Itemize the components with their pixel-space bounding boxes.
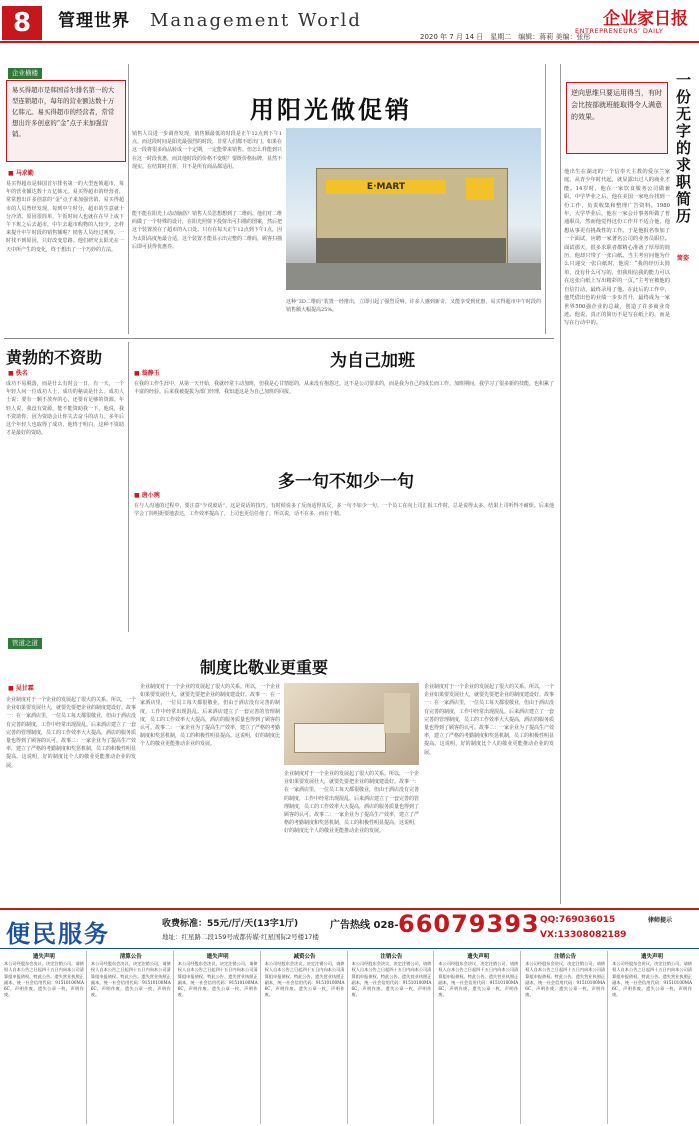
- masthead-rule: [0, 41, 699, 43]
- row2-top-rule: [4, 338, 554, 339]
- col-rule-1: [128, 64, 129, 334]
- hotel-lamp: [384, 693, 410, 733]
- store-sign: E·MART: [326, 180, 446, 194]
- ad-column-body: 本公司经股东会决议，决定注销公司，请债权人自本公告之日起四十五日内向本公司清算组申报债权。特此公告。遗失营业执照正副本，统一社会信用代码：91510100MA6C，声明作废。遗失公章一枚，声明作废。: [612, 961, 692, 998]
- ad-column-body: 本公司经股东会决议，决定注销公司，请债权人自本公告之日起四十五日内向本公司清算组申报债权。特此公告。遗失营业执照正副本，统一社会信用代码：91510100MA6C，声明作废。遗失公章一枚，声明作废。: [90, 961, 171, 998]
- ads-phone-label: 广告热线 028-: [330, 920, 399, 931]
- sidebar-body: 他出生在湖北的一个信奉天主教的爱尔兰家庭，从青少年时代起，就显露出过人的商业才能。14岁时，他在一家饮食服务公司做兼职，中学毕业之后，他在美国一家电台找到一份工作，负责收集和整理广告资料。1980年，大学毕业后，他在一家会计事务所做了普通职员，然而他觉得这份工作并不适合他，他想从事更有挑战性的工作。于是他报名参加了一个面试，应聘一家著名公司的业务员职位。面试那天，很多求职者都精心准备了厚厚的简历，他却只带了一张白纸。当主考官问他为什么只递交一张白纸时，他说：“我的经历太简单，没有什么可写的，但我相信我的能力可以在这张白纸上写出精彩的一页。”主考官被他的自信打动，最终录用了他。在此后的工作中，他凭借出色的业绩一步步晋升，最终成为一家世界500强企业的总裁，创造了许多商业奇迹。他说，真正的简历不是写在纸上的，而是写在行动中的。: [564, 169, 670, 327]
- row3-headline: 制度比敬业更重要: [200, 658, 329, 677]
- col-rule-4: [128, 342, 129, 632]
- ad-column-body: 本公司经股东会决议，决定注销公司，请债权人自本公告之日起四十五日内向本公司清算组申报债权。特此公告。遗失营业执照正副本，统一社会信用代码：91510100MA6C，声明作废。遗失公章一枚，声明作废。: [438, 961, 519, 998]
- article2-headline: 为自己加班: [330, 351, 415, 371]
- article3-byline: ■ 唐小琬: [134, 492, 160, 499]
- row3-body-3: 企业制度对于一个企业的发展起了很大的关系。所以，一个企业如果要发展壮大，就要先要把企业的制度建设好。故事一：在一家酒店里，一位员工每天都很敬业，但由于酒店没有完善的制度，工作中经常出现混乱。后来酒店建立了一套完善的管理制度，员工的工作效率大大提高，酒店的服务质量也得到了顾客的认可。故事二：一家企业为了提高生产效率，建立了严格的考勤制度和奖惩机制，员工的积极性明显提高。这说明，好的制度比个人的敬业更能推动企业的发展。: [284, 771, 419, 835]
- section-title-en: Management World: [150, 10, 362, 31]
- main-body-left: 销售人员进一步调查发现，销售额最低的时段是正午12点到下午1点。而这段时间是阳光最强烈的时段，非常人们都不愿出门。如果在这一段将很多商品转成一个定期，一定能带来销售。但怎么样能到只在这一时段优惠，而其他时段的价格不变呢？要既价格标牌，显然不现实。在结算时打折，并不是所有商品都适用。: [132, 131, 282, 170]
- col-rule-3: [560, 64, 561, 904]
- article1-headline: 黄勃的不资助: [6, 348, 103, 367]
- row3-body-4: 企业制度对于一个企业的发展起了很大的关系。所以，一个企业如果要发展壮大，就要先要把企业的制度建设好。故事一：在一家酒店里，一位员工每天都很敬业，但由于酒店没有完善的制度，工作中经常出现混乱。后来酒店建立了一套完善的管理制度，员工的工作效率大大提高，酒店的服务质量也得到了顾客的认可。故事二：一家企业为了提高生产效率，建立了严格的考勤制度和奖惩机制，员工的积极性明显提高。这说明，好的制度比个人的敬业更能推动企业的发展。: [424, 684, 554, 756]
- row3-tag: 管道之道: [8, 638, 42, 649]
- ad-column-head: 遗失声明: [641, 954, 664, 960]
- paper-name-en: ENTREPRENEURS' DAILY: [575, 27, 664, 35]
- row3-byline: ■ 吴甘霖: [8, 685, 34, 692]
- ads-title: 便民服务: [6, 919, 110, 948]
- ad-column: [263, 951, 348, 1124]
- ad-column: [436, 951, 521, 1124]
- ads-notice-label: 律师提示: [648, 917, 673, 924]
- dateline: 2020 年 7 月 14 日 星期二 编辑：蒋莉 美编：张彤: [420, 33, 591, 41]
- hotel-photo: [284, 683, 419, 765]
- store-photo: [286, 128, 541, 290]
- ads-phone: 66079393: [398, 910, 540, 938]
- store-street: [286, 263, 541, 290]
- left-byline-name: 马求勤: [15, 170, 34, 177]
- ad-column-body: 本公司经股东会决议，决定注销公司，请债权人自本公告之日起四十五日内向本公司清算组申报债权。特此公告。遗失营业执照正副本，统一社会信用代码：91510100MA6C，声明作废。遗失公章一枚，声明作废。: [525, 961, 606, 998]
- article1-body: 成功不易脱落，而是什么有时会一日，有一天，一个年轻人问一位成功人士，成功的秘诀是什么。成功人士说：要有一颗不放弃的心，还要有足够的资源。年轻人说，我没有资源，能不能资助我一下。他说，我不资助你，因为资助会让你失去奋斗的动力。多年后这个年轻人也取得了成功，他终于明白，这种不资助才是最好的资助。: [6, 381, 124, 437]
- left-body: 易买得超市是韩国首尔排名第一的大型连锁超市，每年的营业额达数十万亿韩元。易买得超市的经营者，常常想出许多创意的“金”点子来加强营销。易买得超市的人员曾经发现，每到中午时分，超市的生意就十分冷清。原因很简单，午饭时间人也就在在早上或下午下班之后去超市，中午去超市购物的人较少。怎样来提升中午时段的销售额呢？销售人员经过观察，一时找不到原因，只好改变思路。他们研究太阳光在一天中所产生的变化，终于想出了一个巧妙的方法。: [6, 181, 124, 253]
- ad-column-body: 本公司经股东会决议，决定注销公司，请债权人自本公告之日起四十五日内向本公司清算组申报债权。特此公告。遗失营业执照正副本，统一社会信用代码：91510100MA6C，声明作废。遗失公章一枚，声明作废。: [351, 961, 432, 998]
- row3-body-1: 企业制度对于一个企业的发展起了很大的关系。所以，一个企业如果要发展壮大，就要先要把企业的制度建设好。故事一：在一家酒店里，一位员工每天都很敬业，但由于酒店没有完善的制度，工作中经常出现混乱。后来酒店建立了一套完善的管理制度，员工的工作效率大大提高，酒店的服务质量也得到了顾客的认可。故事二：一家企业为了提高生产效率，建立了严格的考勤制度和奖惩机制，员工的积极性明显提高。这说明，好的制度比个人的敬业更能推动企业的发展。: [6, 697, 136, 769]
- ad-column-head: 遗失声明: [206, 954, 229, 960]
- intro-text: 易买得超市是韩国首尔排名第一的大型连锁超市，每年的营业额达数十万亿韩元。易买得超市的经营者，常常想出许多创意的“金”点子来加强营销。: [12, 86, 115, 138]
- article1-byline-name: 佚名: [15, 370, 28, 377]
- intro-box: [6, 80, 126, 162]
- ad-column: [176, 951, 261, 1124]
- left-byline: ■ 马求勤: [8, 170, 34, 177]
- article2-byline-name: 翁静玉: [141, 370, 160, 377]
- ads-top-rule: [0, 908, 699, 910]
- ad-column-head: 注销公告: [554, 954, 577, 960]
- ads-price: 收费标准：55元/厅/天(13字1厅): [162, 919, 299, 929]
- ads-address: 地址：红星路二段159号成都传媒·红星国际2号楼17楼: [162, 933, 319, 941]
- sidebar-blurb-box: [566, 82, 668, 154]
- ads-header: [0, 912, 699, 948]
- ad-column-head: 减资公告: [293, 954, 316, 960]
- ads-header-rule: [0, 948, 699, 949]
- sidebar-blurb: 逆向思维只要运用得当，有时会比按部就班能取得令人满意的效果。: [571, 89, 662, 121]
- ads-vx: VX:13308082189: [540, 930, 627, 940]
- ad-column: [523, 951, 608, 1124]
- ad-column: [350, 951, 435, 1124]
- sidebar-headline: 一份无字的求职简历: [676, 71, 692, 225]
- ads-grid: [2, 951, 697, 1124]
- photo-caption: 这种“3D二维码”装置一经推出，立即引起了强烈反响。许多人感到新奇，又能享受到优惠，易买得超市中午时段的销售额大幅提高25%。: [286, 299, 541, 314]
- article3-body: 在与人沟通的过程中，要注意“少说废话”，这是说话的技巧。有时候说多了反而适得其反，多一句不如少一句。一个员工在向上司汇报工作时，总是说得太多，结果上司听得不耐烦。后来他学会了简明扼要地表达，工作效率提高了，上司也更信任他了。所以说，话不在多，而在于精。: [134, 503, 554, 518]
- row3-body-2: 企业制度对于一个企业的发展起了很大的关系。所以，一个企业如果要发展壮大，就要先要把企业的制度建设好。故事一：在一家酒店里，一位员工每天都很敬业，但由于酒店没有完善的制度，工作中经常出现混乱。后来酒店建立了一套完善的管理制度，员工的工作效率大大提高，酒店的服务质量也得到了顾客的认可。故事二：一家企业为了提高生产效率，建立了严格的考勤制度和奖惩机制，员工的积极性明显提高。这说明，好的制度比个人的敬业更能推动企业的发展。: [140, 684, 280, 748]
- ad-column-head: 遗失声明: [467, 954, 490, 960]
- article2-body: 在我的工作生涯中，从第一天开始，我就经常主动加班，但我是心甘情愿的，从来没有抱怨过。这不是公司要求的，而是我为自己的成长而工作。加班期间，我学习了很多新的技能，也积累了丰富的经验。后来我被提拔为部门经理，我知道这是为自己加班的回报。: [134, 381, 554, 396]
- main-body-mid: 能不能在阳光上动动脑筋？销售人员思想想到了二维码。他们对二维码做了一个特殊的设计，在阳光照射下投射出可扫描的图案，然后把这个装置放在了超市的入口处。只有在每天正午12点到下午1点，因为太阳高度角最合适，这个装置才能显示出完整的二维码，顾客扫描后即可获得优惠券。: [132, 211, 282, 250]
- ad-column-head: 清算公告: [119, 954, 142, 960]
- article1-byline: ■ 佚名: [8, 370, 28, 377]
- ad-column-body: 本公司经股东会决议，决定注销公司，请债权人自本公告之日起四十五日内向本公司清算组申报债权。特此公告。遗失营业执照正副本，统一社会信用代码：91510100MA6C，声明作废。遗失公章一枚，声明作废。: [177, 961, 258, 998]
- ad-column: [2, 951, 87, 1124]
- ad-column: [610, 951, 694, 1124]
- store-entrance: [316, 238, 506, 263]
- ad-column-head: 注销公告: [380, 954, 403, 960]
- ad-column-body: 本公司经股东会决议，决定注销公司，请债权人自本公告之日起四十五日内向本公司清算组申报债权。特此公告。遗失营业执照正副本，统一社会信用代码：91510100MA6C，声明作废。遗失公章一枚，声明作废。: [264, 961, 345, 998]
- main-headline: 用阳光做促销: [250, 95, 412, 124]
- paper-name: 企业家日报: [603, 9, 688, 29]
- left-tag: 企业横楼: [8, 68, 42, 79]
- article3-headline: 多一句不如少一句: [278, 472, 414, 492]
- store-logo-block: [466, 178, 494, 200]
- ad-column-body: 本公司经股东会决议，决定注销公司，请债权人自本公告之日起四十五日内向本公司清算组申报债权。特此公告。遗失营业执照正副本，统一社会信用代码：91510100MA6C，声明作废。遗失公章一枚，声明作废。: [4, 961, 84, 998]
- col-rule-2: [545, 64, 546, 334]
- section-title-cn: 管理世界: [58, 11, 130, 31]
- sidebar-byline: 简姿: [677, 255, 690, 262]
- ad-column-head: 遗失声明: [32, 954, 55, 960]
- page-number: 8: [2, 6, 42, 40]
- ads-qq: QQ:769036015: [540, 915, 616, 925]
- ad-column: [89, 951, 174, 1124]
- row3-byline-name: 吴甘霖: [15, 685, 34, 692]
- hotel-bed: [294, 723, 386, 753]
- article2-byline: ■ 翁静玉: [134, 370, 160, 377]
- article3-byline-name: 唐小琬: [141, 492, 160, 499]
